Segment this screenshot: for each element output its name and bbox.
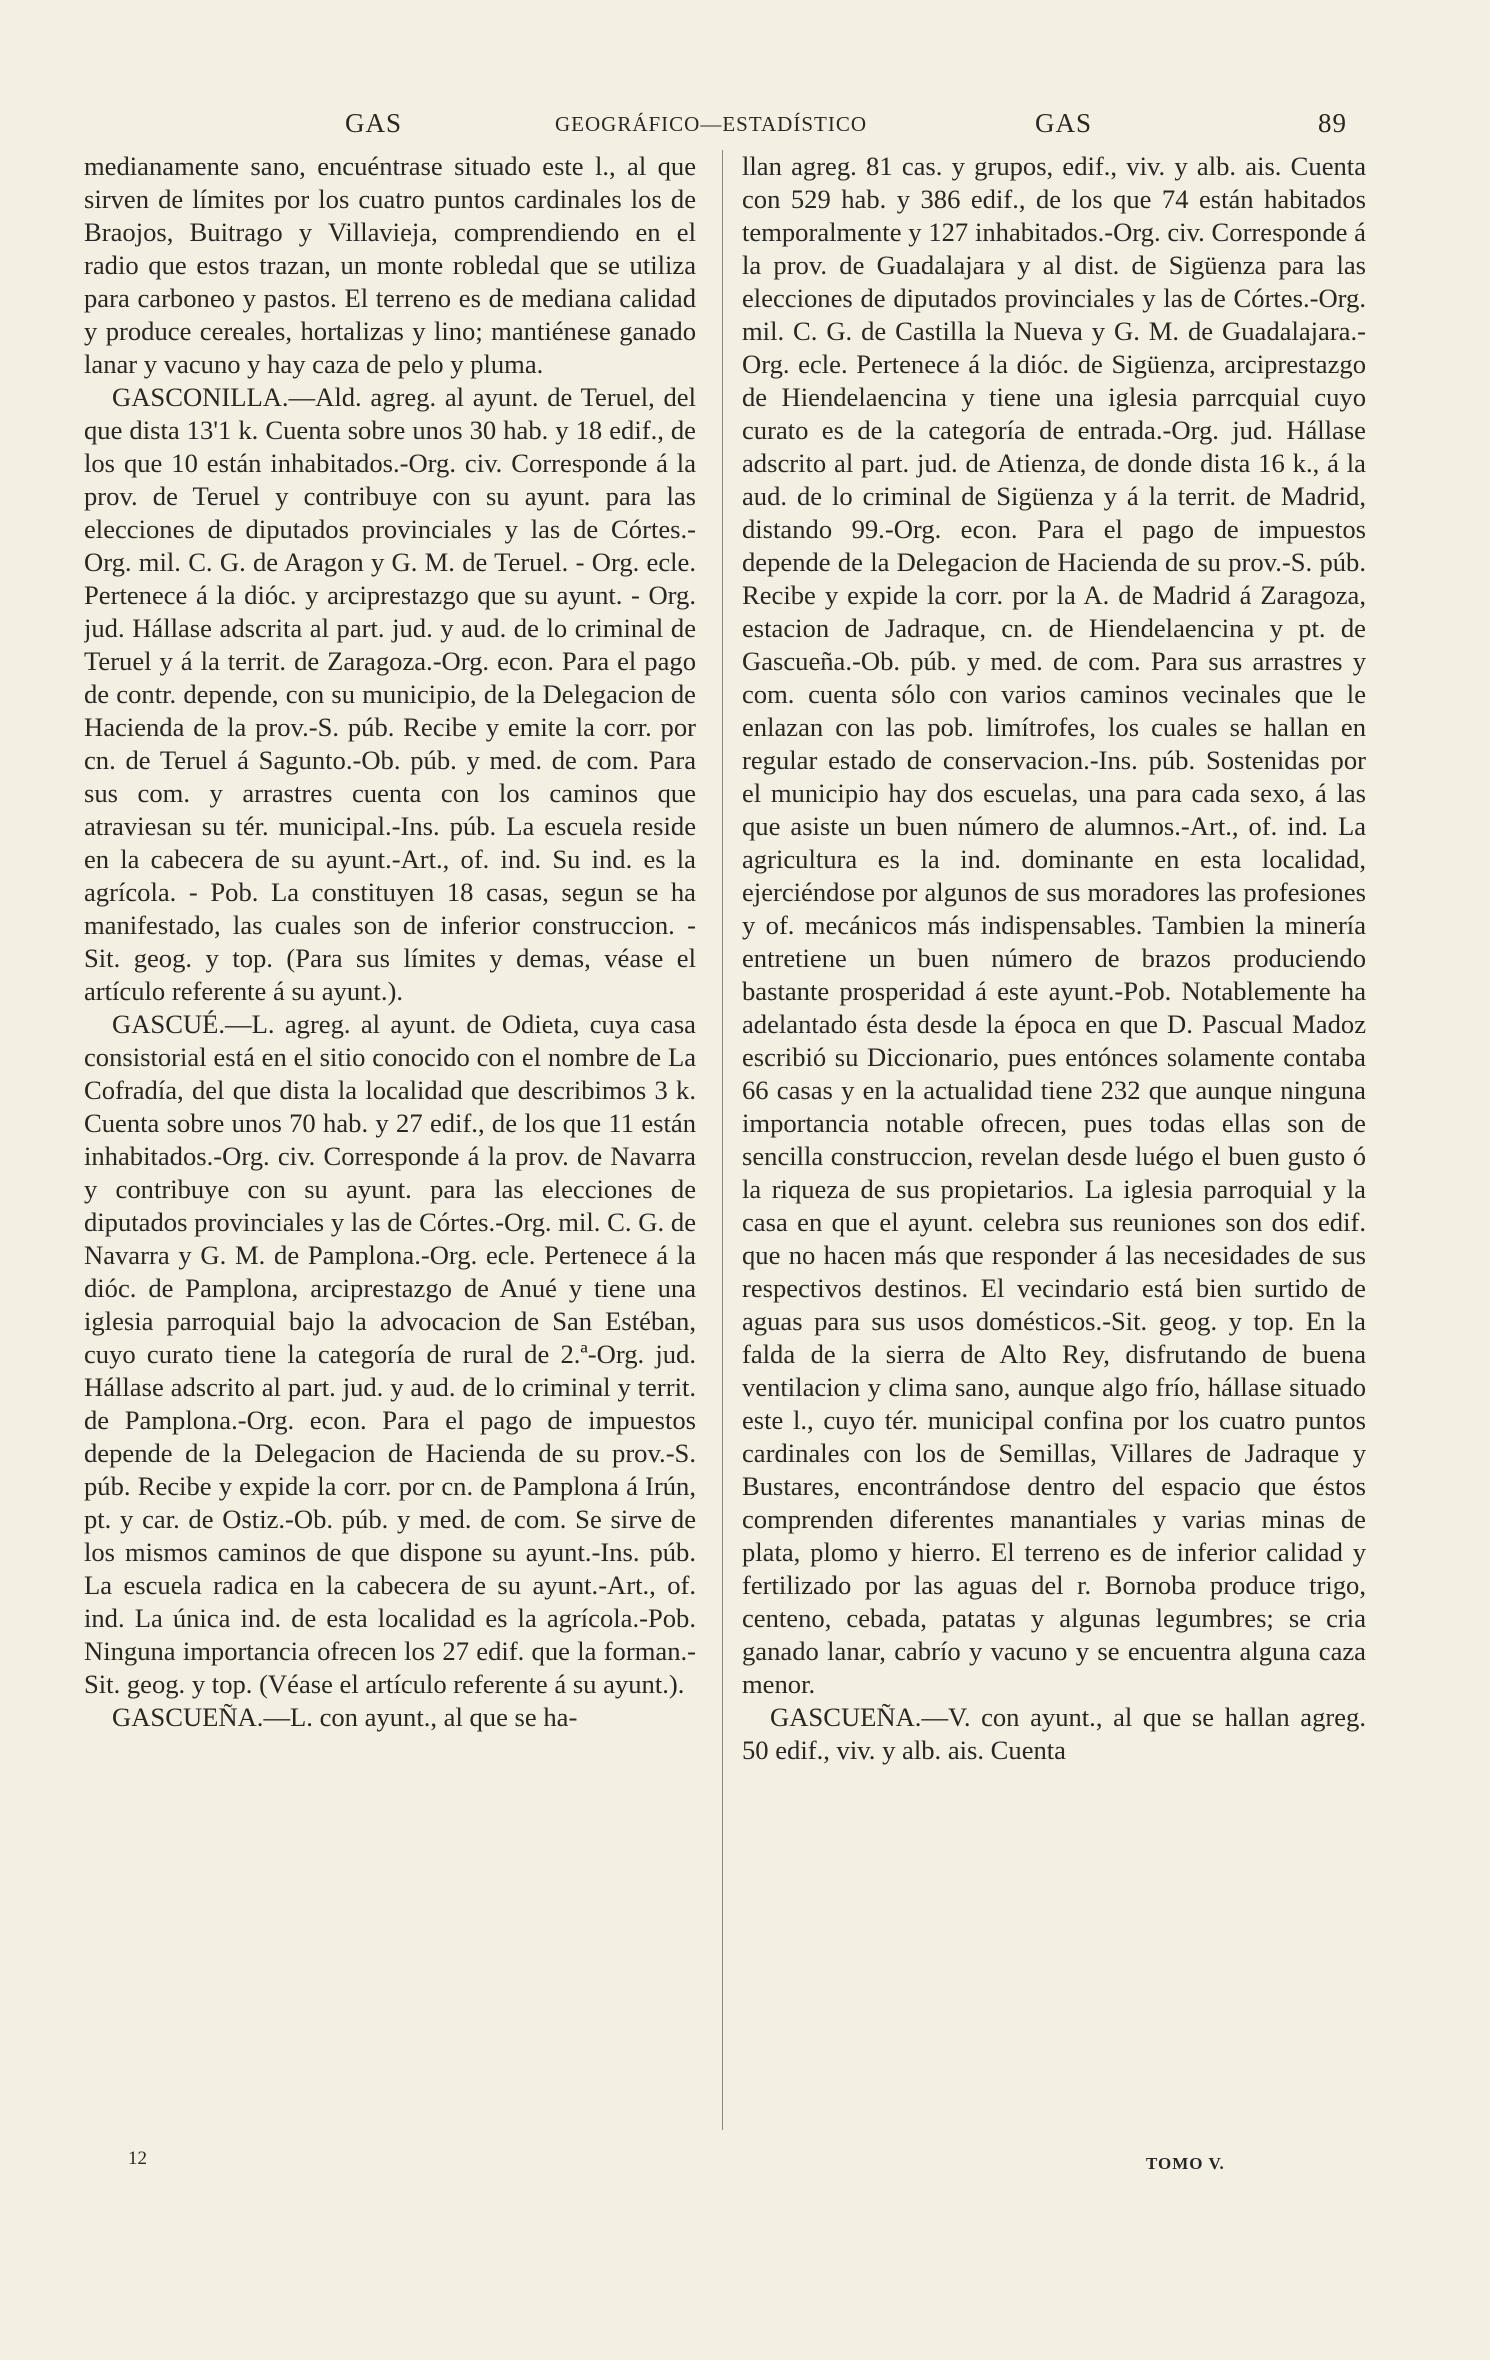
volume-label: TOMO V.: [1146, 2154, 1225, 2173]
signature-mark: 12: [128, 2148, 147, 2169]
entry-gascuena-1-continuation: llan agreg. 81 cas. y grupos, edif., viv. y alb. ais. Cuenta con 529 hab. y 386 edif., de los que 74 están habitados temporalmente y 127 inhabitados.-Org. civ. Corresponde á la prov. de Guadalajara y al dist. de Sigüenza para las elecciones de diputados provinciales y las de Córtes.-Org. mil. C. G. de Castilla la Nueva y G. M. de Guadalajara.-Org. ecle. Pertenece á la dióc. de Sigüenza, arciprestazgo de Hiendelaencina y tiene una iglesia parrcquial cuyo curato es de la categoría de entrada.-Org. jud. Hállase adscrito al part. jud. de Atienza, de donde dista 16 k., á la aud. de lo criminal de Sigüenza y á la territ. de Madrid, distando 99.-Org. econ. Para el pago de impuestos depende de la Delegacion de Hacienda de su prov.-S. púb. Recibe y expide la corr. por la A. de Madrid á Zaragoza, estacion de Jadraque, cn. de Hiendelaencina y pt. de Gascueña.-Ob. púb. y med. de com. Para sus arrastres y com. cuenta sólo con varios caminos vecinales que le enlazan con las pob. limítrofes, los cuales se hallan en regular estado de conservacion.-Ins. púb. Sostenidas por el municipio hay dos escuelas, una para cada sexo, á las que asiste un buen número de alumnos.-Art., of. ind. La agricultura es la ind. dominante en esta localidad, ejerciéndose por algunos de sus moradores las profesiones y of. mecánicos más indispensables. Tambien la minería entretiene un buen número de brazos produciendo bastante prosperidad á este ayunt.-Pob. Notablemente ha adelantado ésta desde la época en que D. Pascual Madoz escribió su Diccionario, pues entónces solamente contaba 66 casas y en la actualidad tiene 232 que aunque ninguna importancia notable ofrecen, pues todas ellas son de sencilla construccion, revelan desde luégo el buen gusto ó la riqueza de sus propietarios. La iglesia parroquial y la casa en que el ayunt. celebra sus reuniones son dos edif. que no hacen más que responder á las necesidades de sus respectivos destinos. El vecindario está bien surtido de aguas para sus usos domésticos.-Sit. geog. y top. En la falda de la sierra de Alto Rey, disfrutando de buena ventilacion y clima sano, aunque algo frío, hállase situado este l., cuyo tér. municipal confina por los cuatro puntos cardinales con los de Semillas, Villares de Jadraque y Bustares, encontrándose dentro del espacio que éstos comprenden diferentes manantiales y varias minas de plata, plomo y hierro. El terreno es de inferior calidad y fertilizado por las aguas del r. Bornoba produce trigo, centeno, cebada, patatas y algunas legumbres; se cria ganado lanar, cabrío y vacuno y se encuentra alguna caza menor.: [742, 151, 1366, 1699]
right-column: [742, 150, 1366, 2210]
entry-gascuena-2: GASCUEÑA.—V. con ayunt., al que se hallan agreg. 50 edif., viv. y alb. ais. Cuenta: [742, 1702, 1366, 1765]
header-right-keyword: GAS: [1035, 108, 1093, 138]
page-number: 89: [1318, 108, 1347, 138]
entry-gascuena-1: GASCUEÑA.—L. con ayunt., al que se ha-: [112, 1702, 578, 1732]
entry-gascue: GASCUÉ.—L. agreg. al ayunt. de Odieta, cuya casa consistorial está en el sitio conocido con el nombre de La Cofradía, del que dista la localidad que describimos 3 k. Cuenta sobre unos 70 hab. y 27 edif., de los que 11 están inhabitados.-Org. civ. Corresponde á la prov. de Navarra y contribuye con su ayunt. para las elecciones de diputados provinciales y las de Córtes.-Org. mil. C. G. de Navarra y G. M. de Pamplona.-Org. ecle. Pertenece á la dióc. de Pamplona, arciprestazgo de Anué y tiene una iglesia parroquial bajo la advocacion de San Estéban, cuyo curato tiene la categoría de rural de 2.ª-Org. jud. Hállase adscrito al part. jud. y aud. de lo criminal y territ. de Pamplona.-Org. econ. Para el pago de impuestos depende de la Delegacion de Hacienda de su prov.-S. púb. Recibe y expide la corr. por cn. de Pamplona á Irún, pt. y car. de Ostiz.-Ob. púb. y med. de com. Se sirve de los mismos caminos de que dispone su ayunt.-Ins. púb. La escuela radica en la cabecera de su ayunt.-Art., of. ind. La única ind. de esta localidad es la agrícola.-Pob. Ninguna importancia ofrecen los 27 edif. que la forman.-Sit. geog. y top. (Véase el artículo referente á su ayunt.).: [84, 1009, 696, 1699]
column-divider: [722, 150, 723, 2130]
header-title: GEOGRÁFICO—ESTADÍSTICO: [555, 112, 867, 136]
entry-gasconilla: GASCONILLA.—Ald. agreg. al ayunt. de Teruel, del que dista 13'1 k. Cuenta sobre unos 30 hab. y 18 edif., de los que 10 están inhabitados.-Org. civ. Corresponde á la prov. de Teruel y contribuye con su ayunt. para las elecciones de diputados provinciales y las de Córtes.-Org. mil. C. G. de Aragon y G. M. de Teruel. - Org. ecle. Pertenece á la dióc. y arciprestazgo que su ayunt. - Org. jud. Hállase adscrita al part. jud. y aud. de lo criminal de Teruel y á la territ. de Zaragoza.-Org. econ. Para el pago de contr. depende, con su municipio, de la Delegacion de Hacienda de la prov.-S. púb. Recibe y emite la corr. por cn. de Teruel á Sagunto.-Ob. púb. y med. de com. Para sus com. y arrastres cuenta con los caminos que atraviesan su tér. municipal.-Ins. púb. La escuela reside en la cabecera de su ayunt.-Art., of. ind. Su ind. es la agrícola. - Pob. La constituyen 18 casas, segun se ha manifestado, las cuales son de inferior construccion. - Sit. geog. y top. (Para sus límites y demas, véase el artículo referente á su ayunt.).: [84, 382, 696, 1006]
left-column: [84, 150, 696, 2210]
entry-continuation: medianamente sano, encuéntrase situado este l., al que sirven de límites por los cuatro puntos cardinales los de Braojos, Buitrago y Villavieja, comprendiendo en el radio que estos trazan, un monte robledal que se utiliza para carboneo y pastos. El terreno es de mediana calidad y produce cereales, hortalizas y lino; mantiénese ganado lanar y vacuno y hay caza de pelo y pluma.: [84, 151, 696, 379]
header-left-keyword: GAS: [345, 108, 403, 138]
running-header: [0, 108, 1490, 148]
